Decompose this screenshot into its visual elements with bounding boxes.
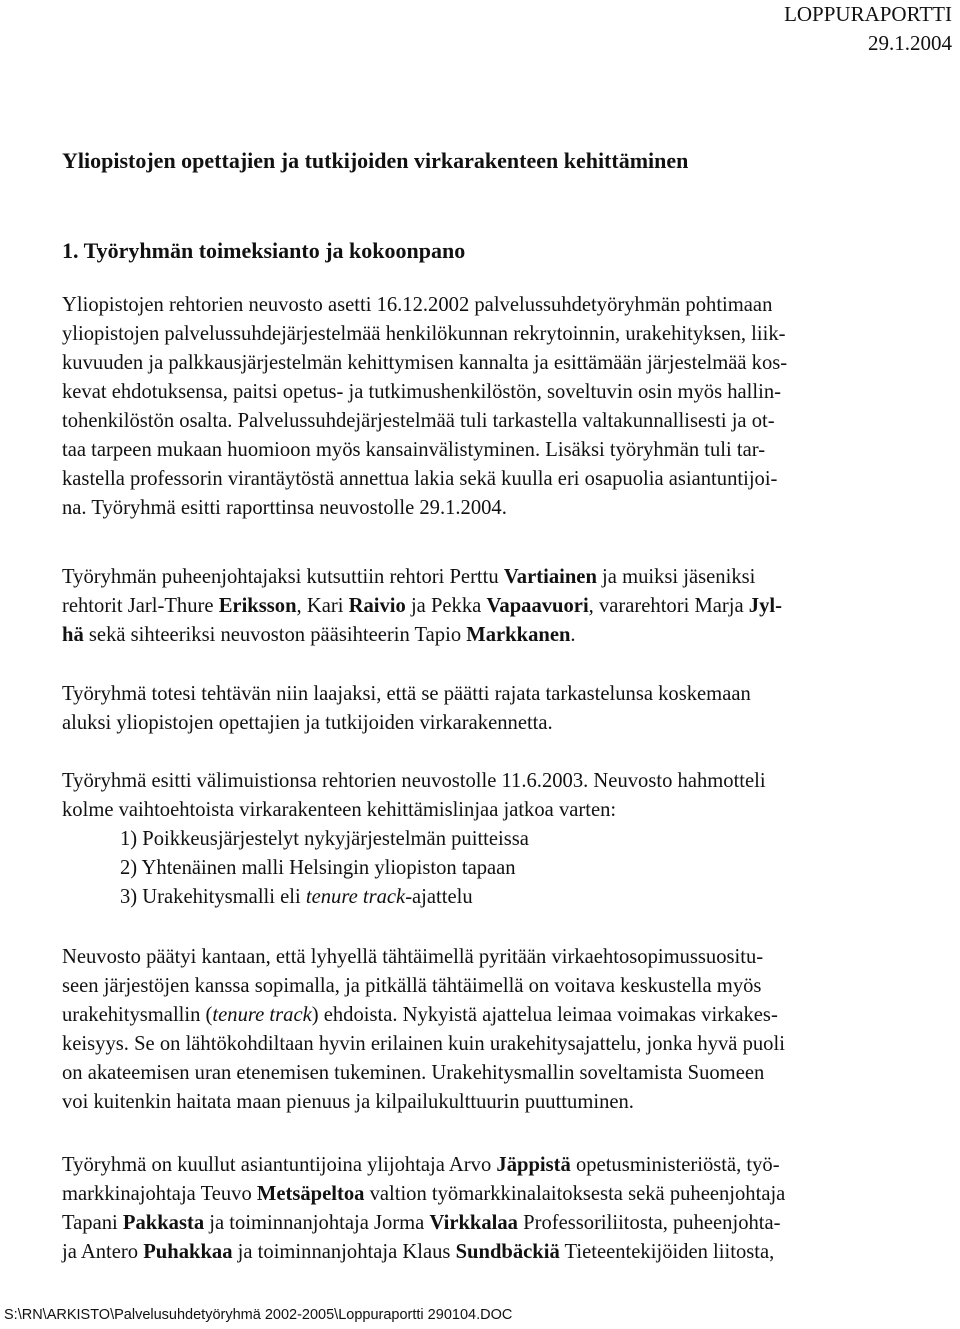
list-item: 1) Poikkeusjärjestelyt nykyjärjestelmän puitteissa [120,828,529,850]
text-run: valtion työmarkkinalaitoksesta sekä puheenjohtaja [364,1183,786,1205]
text-run: ja muiksi jäseniksi [596,566,756,588]
member-name: hä [62,624,84,646]
text-run: rehtorit Jarl-Thure [62,595,219,617]
text-line: keisyys. Se on lähtökohdiltaan hyvin erilainen kuin urakehitysajattelu, jonka hyvä puoli [62,1033,785,1055]
list-item: 2) Yhtenäinen malli Helsingin yliopiston tapaan [120,857,516,879]
text-run: 3) Urakehitysmalli eli [120,886,306,908]
text-run: ja toiminnanjohtaja Jorma [204,1212,430,1234]
text-line: kastella professorin virantäytöstä annettua lakia sekä kuulla eri osapuolia asiantuntijoi- [62,468,778,490]
paragraph-scope [62,680,948,738]
text-line: kuvuuden ja palkkausjärjestelmän kehittymisen kannalta ja esittämään järjestelmää kos- [62,352,788,374]
text-line: kolme vaihtoehtoista virkarakenteen kehittämislinjaa jatkoa varten: [62,799,617,821]
text-run: urakehitysmallin ( [62,1004,213,1026]
italic-term: tenure track [305,886,406,908]
expert-name: Jäppistä [496,1154,571,1176]
text-line: Yliopistojen rehtorien neuvosto asetti 16.12.2002 palvelussuhdetyöryhmän pohtimaan [62,294,773,316]
document-title: Yliopistojen opettajien ja tutkijoiden virkarakenteen kehittäminen [62,148,689,173]
text-run: ja Antero [62,1241,144,1263]
text-line: voi kuitenkin haitata maan pienuus ja kilpailukulttuurin puuttuminen. [62,1091,634,1113]
text-run: ) ehdoista. Nykyistä ajattelua leimaa voimakas virkakes- [311,1004,778,1026]
member-name: Eriksson [218,595,297,617]
list-item [62,883,948,912]
member-name: Vapaavuori [486,595,589,617]
text-line: yliopistojen palvelussuhdejärjestelmää henkilökunnan rekrytoinnin, urakehityksen, liik- [62,323,786,345]
expert-name: Puhakkaa [143,1241,233,1263]
text-run: , Kari [296,595,349,617]
expert-name: Virkkalaa [429,1212,518,1234]
text-line [62,592,948,621]
text-run: Työryhmä on kuullut asiantuntijoina ylijohtaja Arvo [62,1154,497,1176]
paragraph-decision [62,943,948,1117]
text-run: , vararehtori Marja [588,595,749,617]
text-line [62,563,948,592]
text-run: Professoriliitosta, puheenjohta- [517,1212,781,1234]
member-name: Jyl- [748,595,782,617]
text-line: on akateemisen uran etenemisen tukeminen. Urakehitysmallin soveltamista Suomeen [62,1062,765,1084]
text-line: na. Työryhmä esitti raporttinsa neuvostolle 29.1.2004. [62,497,507,519]
text-line [62,1151,948,1180]
text-run: Työryhmän puheenjohtajaksi kutsuttiin rehtori Perttu [62,566,504,588]
text-run: opetusministeriöstä, työ- [570,1154,780,1176]
text-run: ja Pekka [405,595,487,617]
text-run: -ajattelu [405,886,473,908]
expert-name: Pakkasta [122,1212,205,1234]
paragraph-mandate [62,291,948,523]
text-line [62,1180,948,1209]
text-line [62,1209,948,1238]
text-line: kevat ehdotuksensa, paitsi opetus- ja tutkimushenkilöstön, soveltuvin osin myös hallin- [62,381,781,403]
text-run: sekä sihteeriksi neuvoston pääsihteerin Tapio [83,624,467,646]
text-line: tohenkilöstön osalta. Palvelussuhdejärjestelmää tuli tarkastella valtakunnallisesti ja ot- [62,410,775,432]
text-line [62,1238,948,1267]
italic-term: tenure track [212,1004,312,1026]
report-date: 29.1.2004 [868,31,952,55]
text-run: . [570,624,576,646]
member-name: Markkanen [466,624,571,646]
text-line: Työryhmä totesi tehtävän niin laajaksi, että se päätti rajata tarkastelunsa koskemaan [62,683,751,705]
paragraph-members [62,563,948,650]
paragraph-interim [62,767,948,912]
expert-name: Sundbäckiä [455,1241,560,1263]
text-line [62,621,948,650]
text-line: taa tarpeen mukaan huomioon myös kansainvälistyminen. Lisäksi työryhmän tuli tar- [62,439,766,461]
section-heading: 1. Työryhmän toimeksianto ja kokoonpano [62,238,466,263]
member-name: Raivio [348,595,406,617]
member-name: Vartiainen [503,566,597,588]
text-line: seen järjestöjen kanssa sopimalla, ja pitkällä tähtäimellä on voitava keskustella myös [62,975,762,997]
text-line: aluksi yliopistojen opettajien ja tutkijoiden virkarakennetta. [62,712,553,734]
text-line: Työryhmä esitti välimuistionsa rehtorien neuvostolle 11.6.2003. Neuvosto hahmotteli [62,770,766,792]
text-run: Tapani [62,1212,123,1234]
report-header [784,0,952,58]
text-run: Tieteentekijöiden liitosta, [559,1241,775,1263]
expert-name: Metsäpeltoa [256,1183,365,1205]
paragraph-experts [62,1151,948,1267]
text-line: Neuvosto päätyi kantaan, että lyhyellä tähtäimellä pyritään virkaehtosopimussuositu- [62,946,764,968]
report-label: LOPPURAPORTTI [784,2,952,26]
text-run: markkinajohtaja Teuvo [62,1183,257,1205]
text-line [62,1001,948,1030]
text-run: ja toiminnanjohtaja Klaus [232,1241,456,1263]
footer-file-path: S:\RN\ARKISTO\Palvelusuhdetyöryhmä 2002-2005\Loppuraportti 290104.DOC [4,1307,513,1323]
